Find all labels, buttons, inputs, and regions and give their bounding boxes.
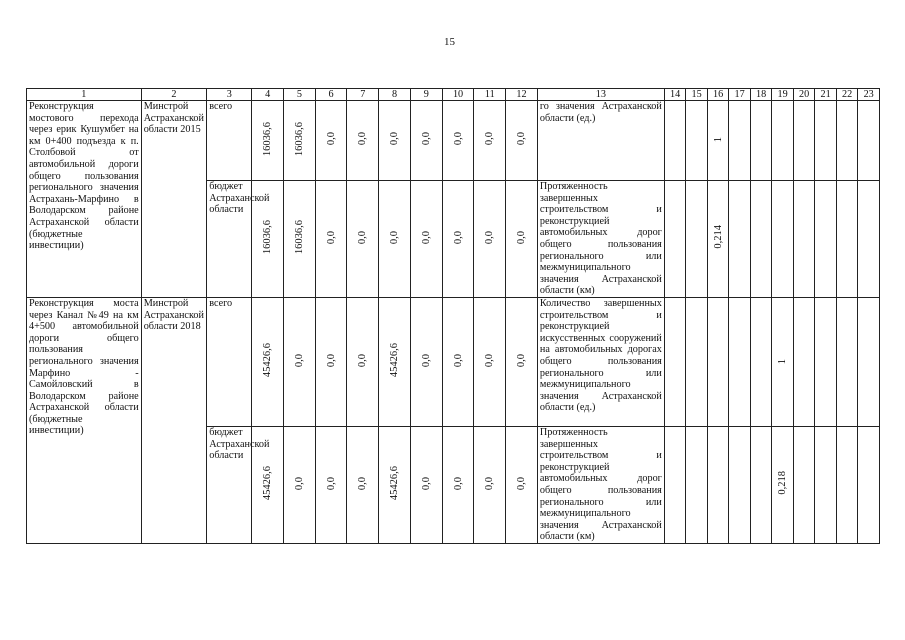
amount-value: 45426,6: [262, 343, 274, 378]
amount-cell-col-7: [347, 181, 379, 298]
target-cell-col-22: [836, 426, 858, 543]
amount-cell-col-10: [442, 297, 474, 426]
target-cell-col-21: [815, 101, 837, 181]
amount-value: 45426,6: [262, 466, 274, 501]
target-value: 0,218: [777, 471, 789, 495]
target-cell-col-19: [772, 181, 794, 298]
target-cell-col-20: [793, 101, 815, 181]
amount-cell-col-12: [506, 181, 538, 298]
amount-value: 0,0: [420, 132, 432, 146]
amount-value: 0,0: [484, 230, 496, 244]
target-cell-col-15: [686, 181, 708, 298]
column-header-9: 9: [410, 89, 442, 101]
amount-value: 0,0: [325, 476, 337, 490]
target-cell-col-16: [707, 181, 729, 298]
amount-value: 0,0: [325, 230, 337, 244]
column-header-6: 6: [315, 89, 347, 101]
amount-value: 0,0: [452, 353, 464, 367]
amount-cell-col-9: [410, 297, 442, 426]
target-cell-col-22: [836, 101, 858, 181]
amount-cell-col-10: [442, 181, 474, 298]
column-header-18: 18: [750, 89, 772, 101]
target-cell-col-14: [664, 297, 686, 426]
page-number: 15: [444, 36, 455, 48]
amount-cell-col-9: [410, 101, 442, 181]
column-header-10: 10: [442, 89, 474, 101]
column-header-8: 8: [379, 89, 411, 101]
target-cell-col-21: [815, 297, 837, 426]
column-header-7: 7: [347, 89, 379, 101]
amount-cell-col-6: [315, 297, 347, 426]
column-header-23: 23: [858, 89, 880, 101]
amount-value: 0,0: [325, 353, 337, 367]
amount-value: 0,0: [516, 476, 527, 490]
column-number-row: [27, 89, 880, 101]
target-cell-col-20: [793, 426, 815, 543]
target-cell-col-15: [686, 101, 708, 181]
target-cell-col-19: [772, 297, 794, 426]
amount-cell-col-7: [347, 101, 379, 181]
target-cell-col-16: [707, 297, 729, 426]
amount-value: 0,0: [516, 230, 527, 244]
target-cell-col-19: [772, 426, 794, 543]
amount-value: 0,0: [420, 230, 432, 244]
amount-value: 0,0: [420, 353, 432, 367]
target-value: 1: [777, 358, 789, 365]
amount-value: 0,0: [389, 230, 401, 244]
column-header-2: 2: [141, 89, 207, 101]
amount-cell-col-10: [442, 426, 474, 543]
target-cell-col-18: [750, 297, 772, 426]
funding-source-cell: всего: [207, 101, 252, 181]
target-cell-col-14: [664, 181, 686, 298]
target-cell-col-17: [729, 101, 751, 181]
funding-source-cell: бюджет Астраханской области: [207, 181, 252, 298]
amount-cell-col-7: [347, 426, 379, 543]
target-cell-col-23: [858, 426, 880, 543]
amount-value: 0,0: [484, 353, 496, 367]
amount-cell-col-9: [410, 181, 442, 298]
amount-cell-col-4: [252, 101, 284, 181]
amount-cell-col-11: [474, 181, 506, 298]
target-cell-col-23: [858, 181, 880, 298]
funding-source-cell: всего: [207, 297, 252, 426]
column-header-11: 11: [474, 89, 506, 101]
amount-value: 0,0: [293, 476, 305, 490]
amount-value: 45426,6: [389, 466, 401, 501]
amount-cell-col-8: [379, 101, 411, 181]
amount-value: 45426,6: [389, 343, 401, 378]
amount-cell-col-6: [315, 426, 347, 543]
amount-cell-col-6: [315, 181, 347, 298]
project-name-cell: Реконструкция моста через Канал №49 на км 4+500 автомобильной дороги общего пользования регионального значения Марфино - Самойловский в Володарском районе Астраханской области (бюджетные инвестиции): [27, 297, 142, 543]
column-header-15: 15: [686, 89, 708, 101]
indicator-cell: Протяженность завершенных строительством и реконструкцией автомобильных дорог общего пользования регионального или межмуниципального значения Астраханской области (км): [537, 426, 664, 543]
amount-value: 0,0: [357, 353, 369, 367]
amount-value: 16036,6: [262, 220, 274, 255]
amount-value: 16036,6: [293, 121, 305, 156]
amount-value: 0,0: [452, 132, 464, 146]
column-header-1: 1: [27, 89, 142, 101]
column-header-21: 21: [815, 89, 837, 101]
amount-cell-col-11: [474, 297, 506, 426]
target-cell-col-17: [729, 426, 751, 543]
target-cell-col-20: [793, 297, 815, 426]
amount-value: 0,0: [516, 353, 527, 367]
amount-value: 0,0: [357, 476, 369, 490]
column-header-12: 12: [506, 89, 538, 101]
amount-cell-col-11: [474, 101, 506, 181]
indicator-cell: го значения Астраханской области (ед.): [537, 101, 664, 181]
amount-cell-col-12: [506, 101, 538, 181]
amount-cell-col-5: [284, 297, 316, 426]
column-header-14: 14: [664, 89, 686, 101]
amount-cell-col-5: [284, 101, 316, 181]
target-cell-col-23: [858, 101, 880, 181]
target-cell-col-18: [750, 426, 772, 543]
amount-cell-col-6: [315, 101, 347, 181]
target-cell-col-22: [836, 181, 858, 298]
amount-value: 0,0: [516, 132, 527, 146]
target-cell-col-23: [858, 297, 880, 426]
amount-cell-col-11: [474, 426, 506, 543]
amount-value: 16036,6: [262, 121, 274, 156]
amount-value: 16036,6: [293, 220, 305, 255]
amount-value: 0,0: [325, 132, 337, 146]
target-cell-col-18: [750, 101, 772, 181]
target-cell-col-16: [707, 426, 729, 543]
column-header-19: 19: [772, 89, 794, 101]
column-header-5: 5: [284, 89, 316, 101]
amount-cell-col-10: [442, 101, 474, 181]
target-cell-col-14: [664, 101, 686, 181]
amount-value: 0,0: [293, 353, 305, 367]
target-cell-col-16: [707, 101, 729, 181]
table-row: [27, 297, 880, 426]
column-header-20: 20: [793, 89, 815, 101]
amount-value: 0,0: [389, 132, 401, 146]
column-header-16: 16: [707, 89, 729, 101]
amount-cell-col-8: [379, 181, 411, 298]
target-cell-col-21: [815, 426, 837, 543]
amount-value: 0,0: [484, 476, 496, 490]
amount-cell-col-12: [506, 297, 538, 426]
indicator-cell: Количество завершенных строительством и реконструкцией искусственных сооружений на автомобильных дорогах общего пользования регионального или межмуниципального значения Астраханской области (ед.): [537, 297, 664, 426]
responsible-cell: Минстрой Астраханской области 2015: [141, 101, 207, 298]
target-cell-col-15: [686, 426, 708, 543]
target-cell-col-20: [793, 181, 815, 298]
amount-cell-col-5: [284, 181, 316, 298]
target-cell-col-15: [686, 297, 708, 426]
amount-value: 0,0: [452, 230, 464, 244]
program-table: [26, 88, 880, 544]
amount-value: 0,0: [357, 230, 369, 244]
amount-value: 0,0: [484, 132, 496, 146]
indicator-cell: Протяженность завершенных строительством и реконструкцией автомобильных дорог общего пользования регионального или межмуниципального значения Астраханской области (км): [537, 181, 664, 298]
target-cell-col-21: [815, 181, 837, 298]
column-header-4: 4: [252, 89, 284, 101]
target-value: 1: [712, 137, 724, 143]
column-header-22: 22: [836, 89, 858, 101]
project-name-cell: Реконструкция мостового перехода через ерик Кушумбет на км 0+400 подъезда к п. Столбовой от автомобильной дороги общего пользования регионального значения Астрахань-Марфино в Володарском районе Астраханской области (бюджетные инвестиции): [27, 101, 142, 298]
target-cell-col-22: [836, 297, 858, 426]
table-row: [27, 101, 880, 181]
target-cell-col-19: [772, 101, 794, 181]
amount-cell-col-4: [252, 297, 284, 426]
target-cell-col-18: [750, 181, 772, 298]
target-cell-col-14: [664, 426, 686, 543]
column-header-3: 3: [207, 89, 252, 101]
amount-value: 0,0: [452, 476, 464, 490]
amount-cell-col-9: [410, 426, 442, 543]
amount-cell-col-8: [379, 426, 411, 543]
amount-cell-col-7: [347, 297, 379, 426]
target-value: 0,214: [712, 225, 724, 249]
amount-value: 0,0: [357, 132, 369, 146]
amount-value: 0,0: [420, 476, 432, 490]
column-header-13: 13: [537, 89, 664, 101]
amount-cell-col-12: [506, 426, 538, 543]
responsible-cell: Минстрой Астраханской области 2018: [141, 297, 207, 543]
target-cell-col-17: [729, 181, 751, 298]
column-header-17: 17: [729, 89, 751, 101]
amount-cell-col-8: [379, 297, 411, 426]
amount-cell-col-5: [284, 426, 316, 543]
funding-source-cell: бюджет Астраханской области: [207, 426, 252, 543]
target-cell-col-17: [729, 297, 751, 426]
